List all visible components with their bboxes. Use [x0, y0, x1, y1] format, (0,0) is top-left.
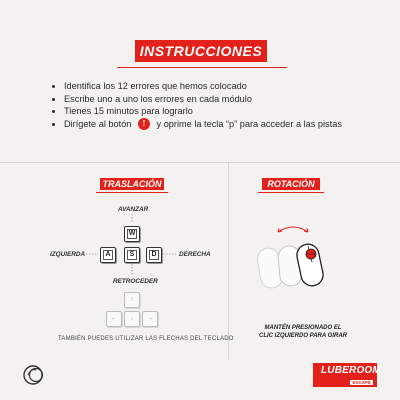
- arrow-down-key[interactable]: ↓: [124, 311, 140, 327]
- arrow-left-key[interactable]: ←: [106, 311, 122, 327]
- arrow-right-key[interactable]: →: [142, 311, 158, 327]
- rotate-arrows-icon: [278, 227, 308, 232]
- key-w[interactable]: W: [124, 226, 140, 242]
- circle-logo-icon: [22, 364, 44, 386]
- key-d[interactable]: D: [146, 247, 162, 263]
- rotation-underline: [258, 192, 324, 193]
- instruction-text: y oprime la tecla “p” para acceder a las pistas: [156, 118, 342, 129]
- label-left: IZQUIERDA: [50, 251, 86, 258]
- warning-icon[interactable]: !: [138, 118, 150, 130]
- rotation-note: MANTÉN PRESIONADO EL CLIC IZQUIERDO PARA GIRAR: [259, 325, 347, 339]
- key-a[interactable]: A: [100, 247, 116, 263]
- instruction-item: • Escribe uno a uno los errores en cada módulo: [64, 93, 342, 106]
- translation-title: TRASLACIÓN: [100, 178, 164, 190]
- page-title: INSTRUCCIONES: [139, 43, 263, 59]
- mouse-icon: [256, 242, 325, 289]
- instruction-item: • Identifica los 12 errores que hemos colocado: [64, 80, 342, 93]
- key-s[interactable]: S: [124, 247, 140, 263]
- arrow-keys-note: TAMBIÉN PUEDES UTILIZAR LAS FLECHAS DEL TECLADO: [58, 336, 234, 342]
- instruction-item: • Tienes 15 minutos para lograrlo: [64, 105, 342, 118]
- rotation-title: ROTACIÓN: [262, 178, 320, 190]
- label-down: RETROCEDER: [113, 278, 158, 285]
- brand-logo: [313, 363, 381, 387]
- label-up: AVANZAR: [118, 206, 149, 213]
- label-right: DERECHA: [179, 251, 211, 258]
- brand-sub: ESCAPE: [352, 380, 371, 385]
- mouse-rotate-illustration: [250, 218, 340, 298]
- arrow-up-key[interactable]: ↑: [124, 292, 140, 308]
- instruction-text: Dirígete al botón: [64, 118, 132, 129]
- brand-name: LUBEROOM: [321, 365, 381, 376]
